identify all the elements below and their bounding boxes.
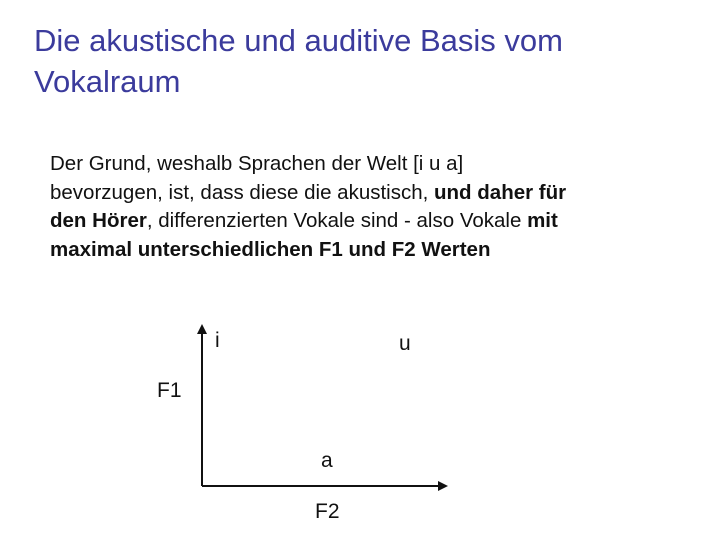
body-line-3-regular: , differenzierten Vokale sind - also Vokale (146, 209, 528, 232)
f1-axis-arrowhead (197, 324, 207, 334)
body-line-2-regular: bevorzugen, ist, dass diese die akustisch, (50, 180, 435, 204)
body-line-3-bold-start: den Hörer (50, 209, 147, 232)
body-line-3-bold-end: mit (527, 209, 558, 232)
title-line-2: Vokalraum (34, 64, 181, 99)
vowel-i-label: i (215, 329, 220, 352)
vowel-a-label: a (321, 449, 333, 472)
f2-axis-arrowhead (438, 481, 448, 491)
f2-axis-label: F2 (315, 500, 340, 523)
body-line-2-bold: und daher für (434, 180, 567, 204)
body-line-1: Der Grund, weshalb Sprachen der Welt [i u a] (50, 152, 464, 175)
vowel-u-label: u (399, 332, 411, 355)
title-line-1: Die akustische und auditive Basis vom (34, 23, 563, 58)
body-line-4: maximal unterschiedlichen F1 und F2 Werten (50, 237, 491, 261)
f1-axis-label: F1 (157, 379, 182, 402)
